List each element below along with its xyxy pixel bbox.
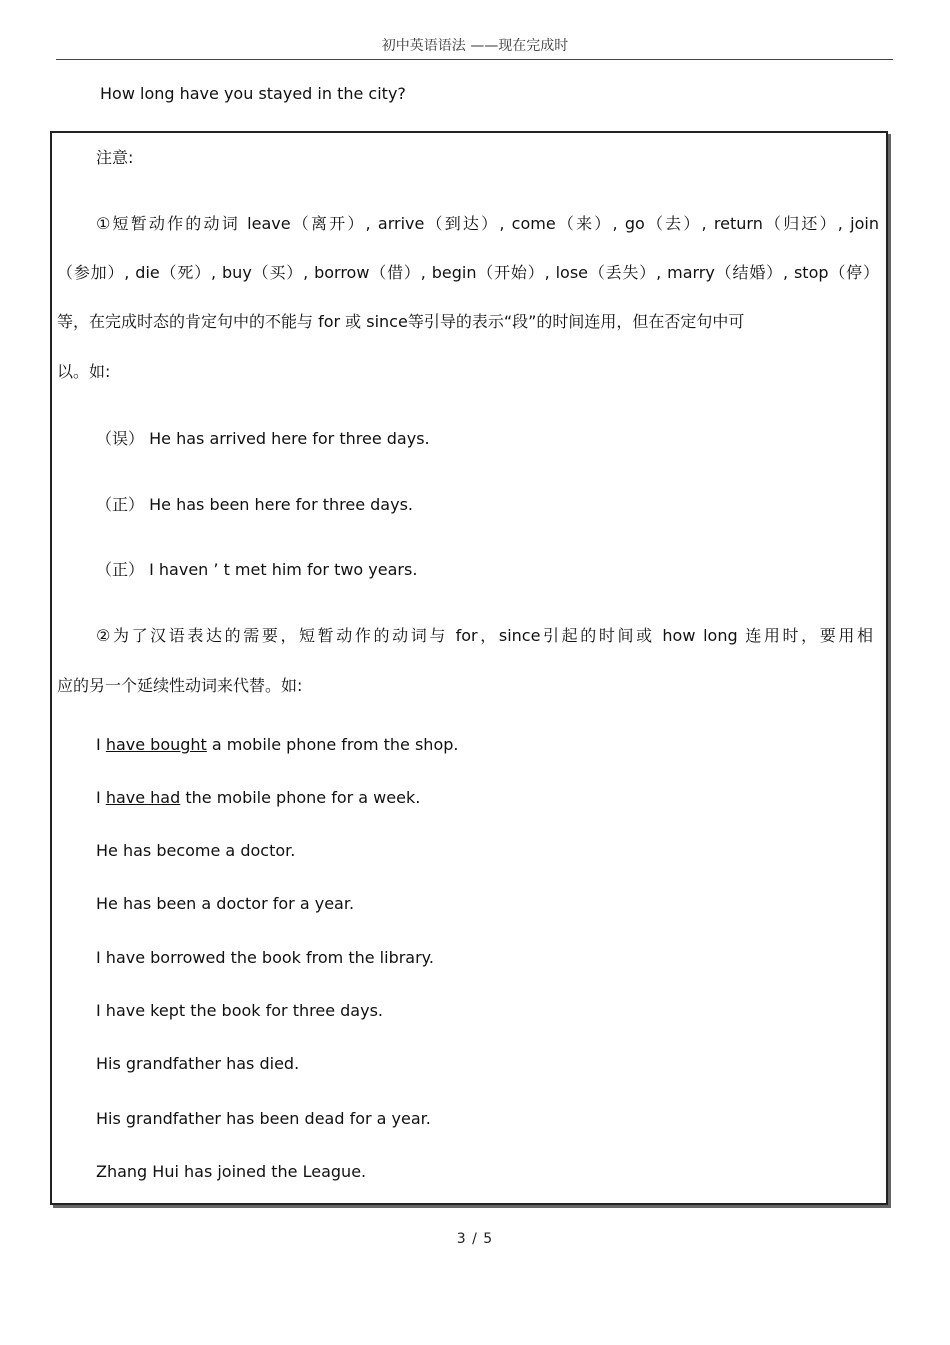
underlined-verb: have bought [105, 735, 207, 754]
example-mark: （误） [96, 429, 145, 448]
example-sentence-6: I have kept the book for three days. [96, 1001, 383, 1020]
example-text: He has arrived here for three days. [149, 429, 430, 448]
example-wrong-arrived [96, 426, 430, 449]
underlined-verb: have had [105, 788, 181, 807]
example-text: He has been here for three days. [149, 495, 413, 514]
example-mark: （正） [96, 560, 145, 579]
example-sentence-1 [96, 735, 458, 754]
example-text: I haven ’ t met him for two years. [149, 560, 418, 579]
rule1-line3: 等，在完成时态的肯定句中的不能与 for 或 since等引导的表示“段”的时间连用，但在否定句中可 [57, 312, 745, 331]
page-header-title: 初中英语语法 ——现在完成时 [381, 38, 569, 54]
example-right-met [96, 557, 417, 580]
sentence-text: the mobile phone for a week. [180, 788, 421, 807]
example-sentence-5: I have borrowed the book from the library. [96, 948, 434, 967]
intro-sentence: How long have you stayed in the city? [100, 84, 406, 103]
note-box [50, 131, 888, 1205]
example-sentence-4: He has been a doctor for a year. [96, 894, 355, 913]
rule1-line1: ①短暂动作的动词 leave（离开）, arrive（到达）, come（来）, go（去）, return（归还）, join [96, 214, 879, 233]
rule2-line2: 应的另一个延续性动词来代替。如: [57, 676, 303, 695]
page-number: 3 / 5 [456, 1231, 494, 1247]
rule1-line2: （参加）, die（死）, buy（买）, borrow（借）, begin（开始）, lose（丢失）, marry（结婚）, stop（停） [57, 263, 879, 282]
example-sentence-3: He has become a doctor. [96, 841, 296, 860]
sentence-text: a mobile phone from the shop. [206, 735, 459, 754]
example-sentence-2 [96, 788, 420, 807]
note-heading: 注意: [96, 148, 134, 167]
example-mark: （正） [96, 495, 145, 514]
example-right-been [96, 492, 413, 515]
sentence-text: I [96, 788, 106, 807]
example-sentence-7: His grandfather has died. [96, 1054, 300, 1073]
rule2-line1: ②为了汉语表达的需要，短暂动作的动词与 for，since引起的时间或 how long 连用时，要用相 [96, 626, 873, 645]
rule1-line4: 以。如: [57, 362, 111, 381]
header-rule [56, 59, 893, 60]
sentence-text: I [96, 735, 106, 754]
example-sentence-8: His grandfather has been dead for a year. [96, 1109, 431, 1128]
example-sentence-9: Zhang Hui has joined the League. [96, 1162, 367, 1181]
